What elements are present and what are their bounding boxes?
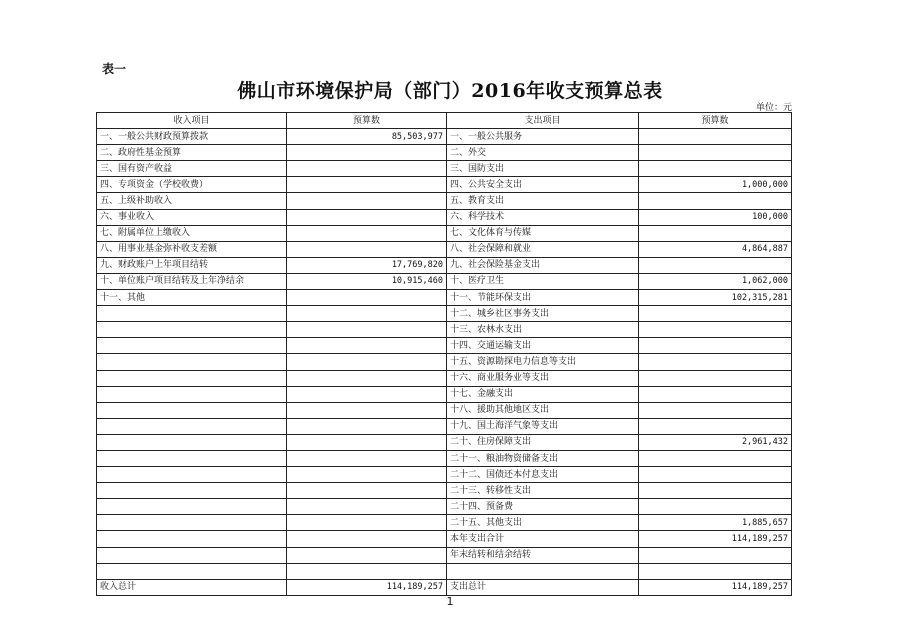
income-amount-cell: [287, 467, 447, 483]
income-amount-cell: [287, 499, 447, 515]
table-row: [97, 145, 792, 161]
table-row: [97, 354, 792, 370]
blank-row: [97, 563, 792, 579]
income-amount-cell: [287, 354, 447, 370]
page-number: 1: [446, 595, 454, 608]
table-row: [97, 257, 792, 273]
income-amount-cell: [287, 306, 447, 322]
income-item-cell: [97, 450, 287, 466]
income-item-cell: 七、附属单位上缴收入: [97, 225, 287, 241]
header-income-item: 收入项目: [97, 113, 287, 129]
expense-item-cell: 十一、节能环保支出: [447, 290, 639, 306]
income-item-cell: 八、用事业基金弥补收支差额: [97, 241, 287, 257]
income-amount-cell: [287, 386, 447, 402]
income-amount-cell: [287, 531, 447, 547]
expense-amount-cell: [639, 418, 792, 434]
income-amount-cell: 10,915,460: [287, 273, 447, 289]
income-item-cell: [97, 354, 287, 370]
income-item-cell: 十一、其他: [97, 290, 287, 306]
expense-item-cell: 五、教育支出: [447, 193, 639, 209]
header-expense-amount: 预算数: [639, 113, 792, 129]
expense-amount-cell: [639, 370, 792, 386]
income-item-cell: 一、一般公共财政预算拨款: [97, 129, 287, 145]
table-row: [97, 273, 792, 289]
header-income-amount: 预算数: [287, 113, 447, 129]
expense-amount-cell: [639, 450, 792, 466]
table-row: [97, 499, 792, 515]
income-amount-cell: [287, 370, 447, 386]
income-amount-cell: [287, 290, 447, 306]
table-row: [97, 225, 792, 241]
expense-amount-cell: [639, 499, 792, 515]
income-item-cell: [97, 418, 287, 434]
expense-amount-cell: [639, 547, 792, 563]
income-amount-cell: [287, 483, 447, 499]
expense-item-cell: 二十四、预备费: [447, 499, 639, 515]
expense-item-cell: 十二、城乡社区事务支出: [447, 306, 639, 322]
table-row: [97, 161, 792, 177]
unit-label: 单位：元: [755, 103, 792, 113]
expense-amount-cell: [639, 129, 792, 145]
income-item-cell: 二、政府性基金预算: [97, 145, 287, 161]
table-row: [97, 402, 792, 418]
table-row: [97, 386, 792, 402]
expense-amount-cell: 100,000: [639, 209, 792, 225]
table-row: [97, 193, 792, 209]
table-row: [97, 209, 792, 225]
income-amount-cell: [287, 161, 447, 177]
income-item-cell: [97, 402, 287, 418]
table-row: [97, 483, 792, 499]
income-item-cell: [97, 483, 287, 499]
expense-amount-cell: [639, 402, 792, 418]
income-amount-cell: [287, 322, 447, 338]
expense-amount-cell: 1,000,000: [639, 177, 792, 193]
income-amount-cell: [287, 145, 447, 161]
table-body: [97, 129, 792, 564]
table-row: [97, 338, 792, 354]
expense-amount-cell: [639, 145, 792, 161]
expense-item-cell: 十七、金融支出: [447, 386, 639, 402]
table-row: [97, 467, 792, 483]
income-item-cell: 九、财政账户上年项目结转: [97, 257, 287, 273]
income-item-cell: [97, 515, 287, 531]
expense-item-cell: 三、国防支出: [447, 161, 639, 177]
page-title: 佛山市环境保护局（部门）2016年收支预算总表: [237, 80, 663, 102]
expense-item-cell: 八、社会保障和就业: [447, 241, 639, 257]
budget-table: [96, 112, 792, 596]
expense-amount-cell: 2,961,432: [639, 434, 792, 450]
income-total-label: 收入总计: [97, 579, 287, 595]
expense-item-cell: 年末结转和结余结转: [447, 547, 639, 563]
income-item-cell: 十、单位账户项目结转及上年净结余: [97, 273, 287, 289]
header-expense-item: 支出项目: [447, 113, 639, 129]
income-item-cell: [97, 386, 287, 402]
table-row: [97, 129, 792, 145]
table-row: [97, 434, 792, 450]
table-row: [97, 547, 792, 563]
expense-item-cell: 二十二、国债还本付息支出: [447, 467, 639, 483]
income-amount-cell: [287, 434, 447, 450]
table-row: [97, 322, 792, 338]
income-amount-cell: [287, 225, 447, 241]
income-item-cell: [97, 434, 287, 450]
expense-amount-cell: [639, 257, 792, 273]
income-amount-cell: [287, 547, 447, 563]
expense-item-cell: 十、医疗卫生: [447, 273, 639, 289]
expense-item-cell: 十四、交通运输支出: [447, 338, 639, 354]
income-item-cell: [97, 547, 287, 563]
income-total-amount: 114,189,257: [287, 579, 447, 595]
expense-item-cell: 二十五、其他支出: [447, 515, 639, 531]
header-row: [97, 113, 792, 129]
income-item-cell: [97, 531, 287, 547]
income-amount-cell: 17,769,820: [287, 257, 447, 273]
table-row: [97, 177, 792, 193]
expense-item-cell: 二、外交: [447, 145, 639, 161]
expense-amount-cell: [639, 483, 792, 499]
expense-item-cell: 二十一、粮油物资储备支出: [447, 450, 639, 466]
table-row: [97, 531, 792, 547]
table-row: [97, 290, 792, 306]
expense-amount-cell: 1,885,657: [639, 515, 792, 531]
table-row: [97, 515, 792, 531]
income-amount-cell: [287, 177, 447, 193]
expense-item-cell: 本年支出合计: [447, 531, 639, 547]
income-item-cell: 六、事业收入: [97, 209, 287, 225]
income-amount-cell: [287, 241, 447, 257]
income-item-cell: 四、专项资金（学校收费）: [97, 177, 287, 193]
expense-amount-cell: [639, 193, 792, 209]
expense-amount-cell: [639, 306, 792, 322]
table-row: [97, 418, 792, 434]
income-amount-cell: 85,503,977: [287, 129, 447, 145]
income-amount-cell: [287, 402, 447, 418]
income-amount-cell: [287, 209, 447, 225]
income-amount-cell: [287, 193, 447, 209]
expense-item-cell: 十九、国土海洋气象等支出: [447, 418, 639, 434]
expense-item-cell: 二十、住房保障支出: [447, 434, 639, 450]
expense-total-amount: 114,189,257: [639, 579, 792, 595]
expense-amount-cell: [639, 467, 792, 483]
income-item-cell: [97, 338, 287, 354]
income-amount-cell: [287, 515, 447, 531]
income-item-cell: [97, 322, 287, 338]
table-row: [97, 241, 792, 257]
income-item-cell: [97, 499, 287, 515]
expense-item-cell: 十三、农林水支出: [447, 322, 639, 338]
income-item-cell: [97, 370, 287, 386]
expense-amount-cell: 4,864,887: [639, 241, 792, 257]
income-amount-cell: [287, 450, 447, 466]
table-row: [97, 450, 792, 466]
expense-item-cell: 二十三、转移性支出: [447, 483, 639, 499]
expense-amount-cell: 102,315,281: [639, 290, 792, 306]
expense-item-cell: 七、文化体育与传媒: [447, 225, 639, 241]
expense-item-cell: 十八、援助其他地区支出: [447, 402, 639, 418]
expense-amount-cell: [639, 161, 792, 177]
income-item-cell: 五、上级补助收入: [97, 193, 287, 209]
expense-item-cell: 十六、商业服务业等支出: [447, 370, 639, 386]
expense-item-cell: 九、社会保险基金支出: [447, 257, 639, 273]
expense-amount-cell: [639, 386, 792, 402]
income-item-cell: 三、国有资产收益: [97, 161, 287, 177]
expense-item-cell: 六、科学技术: [447, 209, 639, 225]
income-amount-cell: [287, 418, 447, 434]
expense-item-cell: 一、一般公共服务: [447, 129, 639, 145]
income-item-cell: [97, 467, 287, 483]
expense-amount-cell: [639, 225, 792, 241]
expense-amount-cell: 1,062,000: [639, 273, 792, 289]
total-row: [97, 579, 792, 595]
table-row: [97, 370, 792, 386]
income-item-cell: [97, 306, 287, 322]
expense-amount-cell: [639, 354, 792, 370]
expense-item-cell: 四、公共安全支出: [447, 177, 639, 193]
income-amount-cell: [287, 338, 447, 354]
expense-item-cell: 十五、资源勘探电力信息等支出: [447, 354, 639, 370]
expense-amount-cell: [639, 322, 792, 338]
table-tag: 表一: [102, 62, 127, 76]
expense-amount-cell: 114,189,257: [639, 531, 792, 547]
expense-amount-cell: [639, 338, 792, 354]
expense-total-label: 支出总计: [447, 579, 639, 595]
table-row: [97, 306, 792, 322]
